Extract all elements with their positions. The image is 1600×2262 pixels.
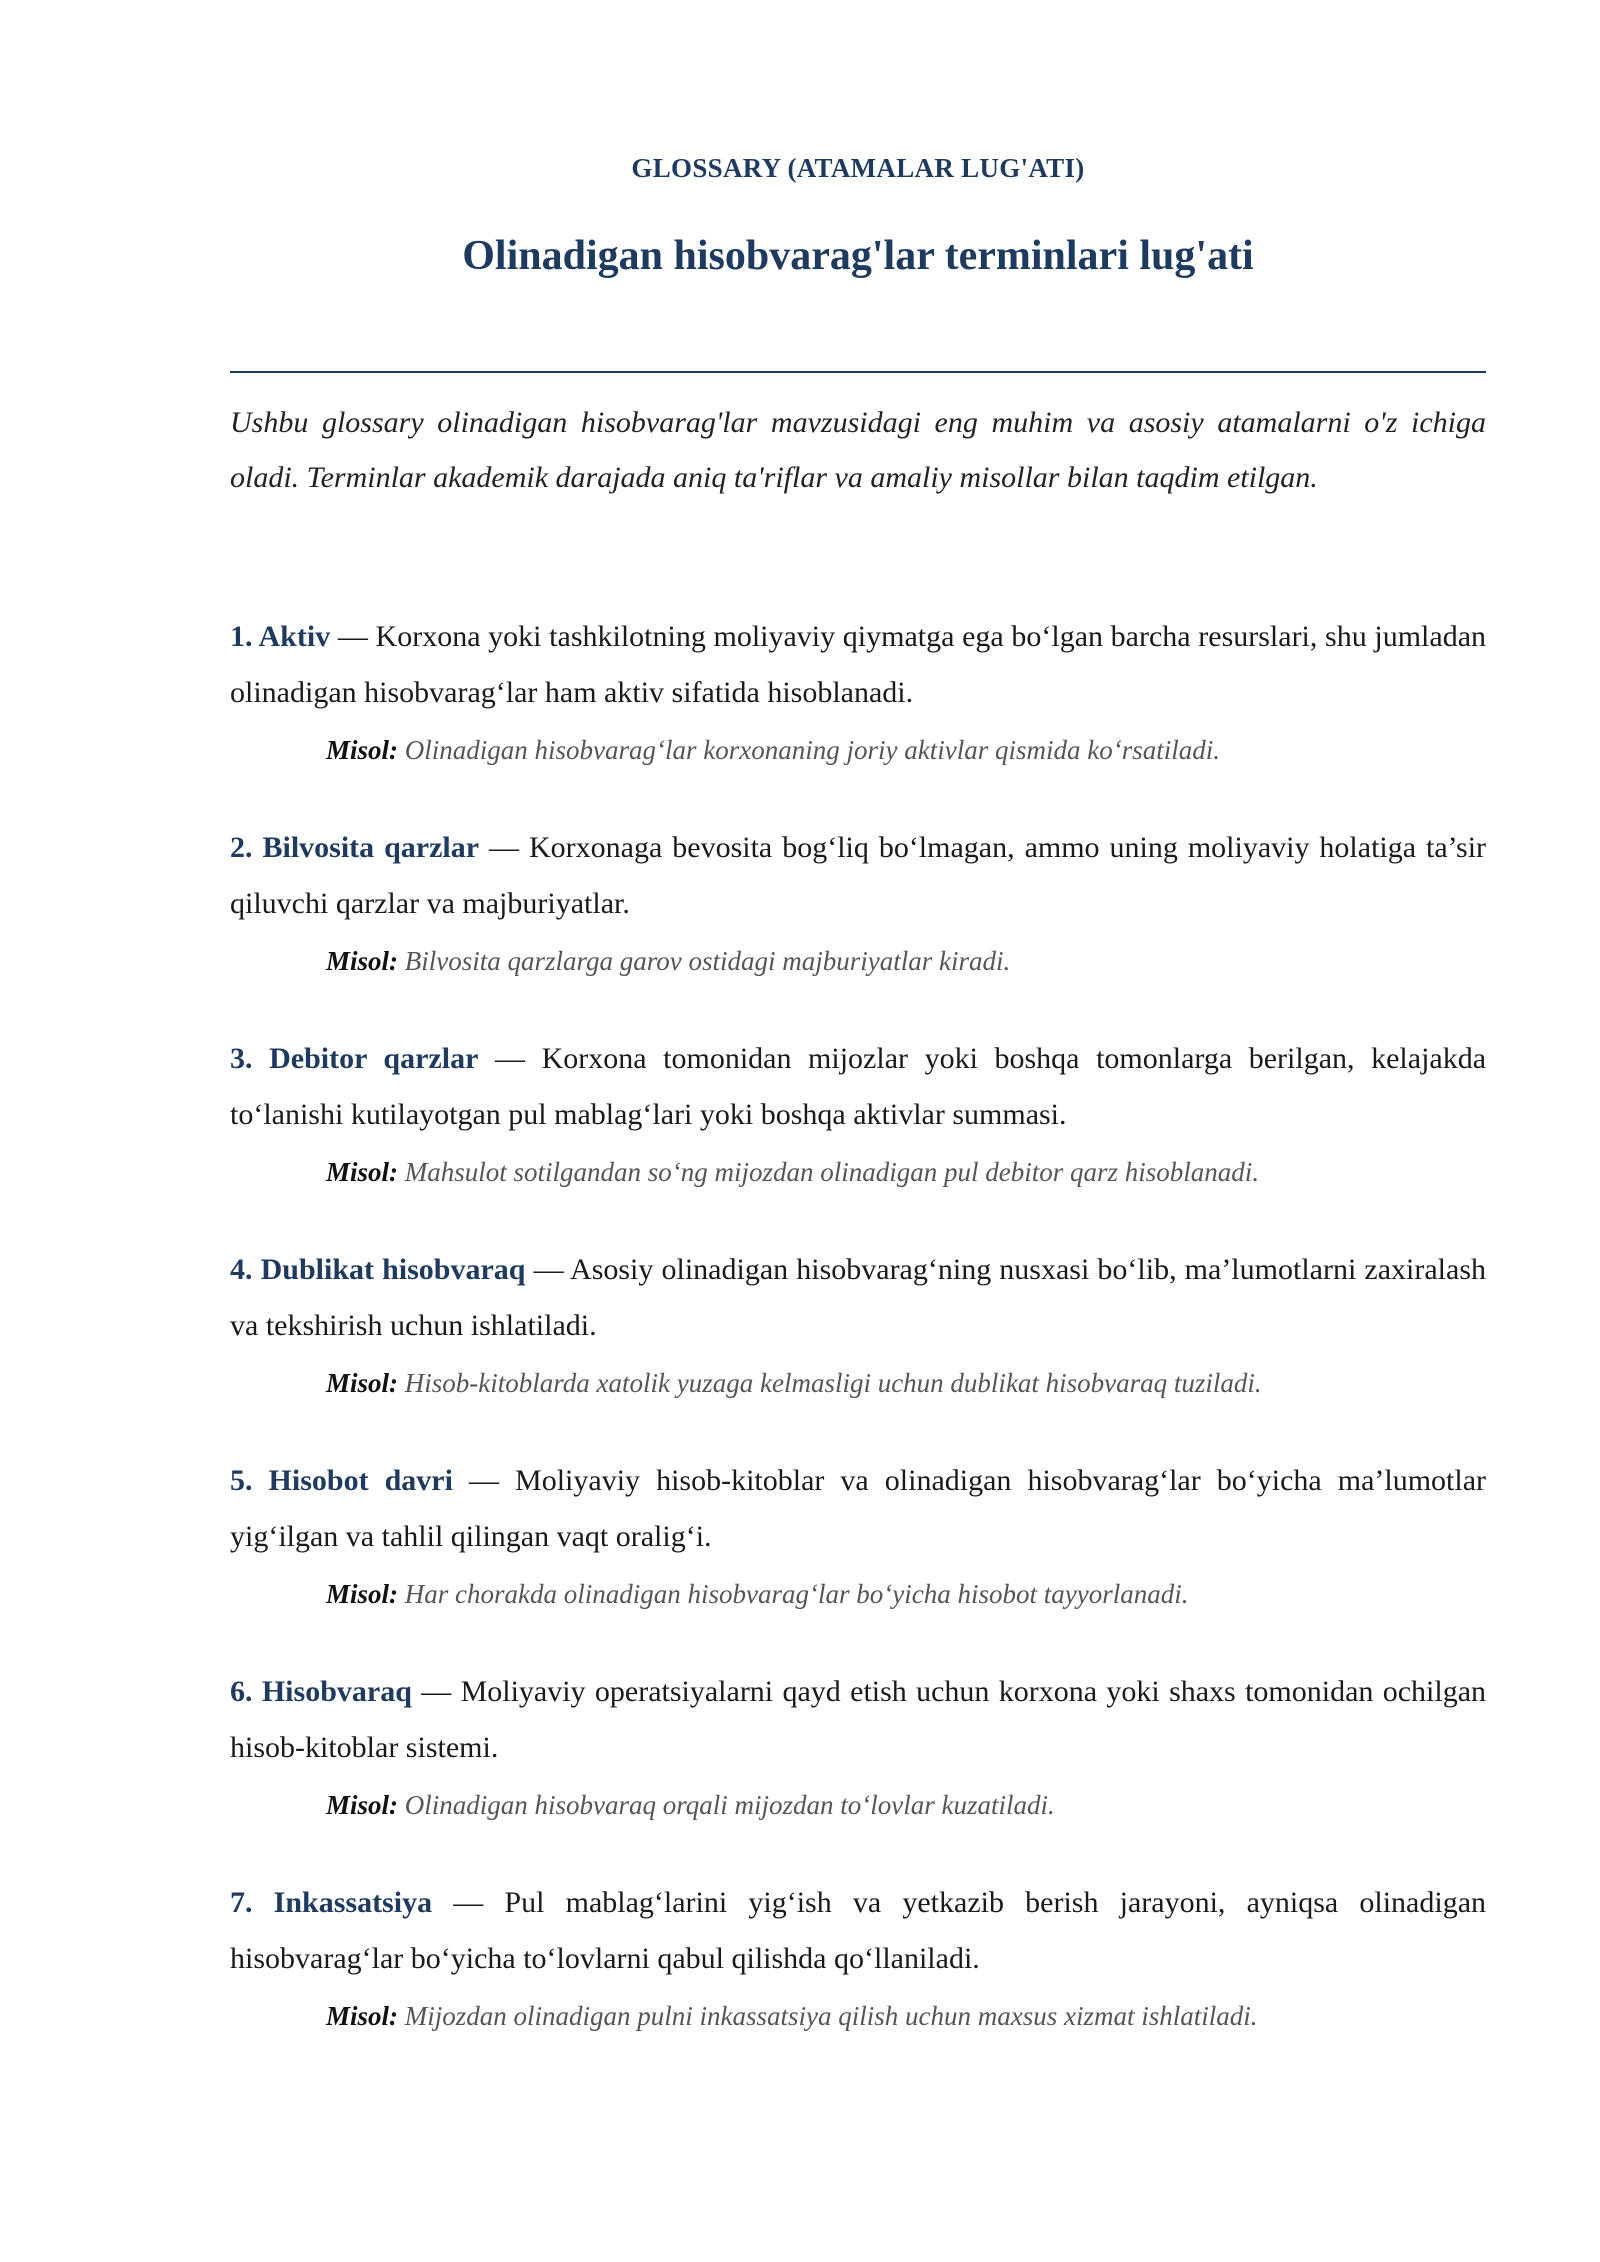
entry-term (230, 620, 330, 653)
entry-definition-text: Korxona yoki tashkilotning moliyaviy qiymatga ega bo‘lgan barcha resurslari, shu jumladan olinadigan hisobvarag‘lar ham aktiv sifatida hisoblanadi. (230, 620, 1487, 709)
entry-dash: — (421, 1675, 452, 1708)
entry-definition (230, 1031, 1486, 1143)
glossary-entry (230, 1875, 1486, 2086)
intro-paragraph: Ushbu glossary olinadigan hisobvarag'lar mavzusidagi eng muhim va asosiy atamalarni o'z ichiga oladi. Terminlar akademik darajada aniq ta'riflar va amaliy misollar bilan taqdim etilgan. (230, 406, 1486, 494)
entry-dash: — (489, 831, 520, 864)
entry-number: 7. (230, 1886, 253, 1919)
page-title: Olinadigan hisobvarag'lar terminlari lug'ati (462, 233, 1254, 279)
entry-definition (230, 1875, 1486, 1987)
entry-term-text: Hisobvaraq (261, 1675, 412, 1708)
glossary-entry (230, 1664, 1486, 1875)
entry-definition-text: Korxonaga bevosita bog‘liq bo‘lmagan, ammo uning moliyaviy holatiga ta’sir qiluvchi qarzlar va majburiyatlar. (230, 831, 1487, 920)
entry-number: 4. (230, 1253, 253, 1286)
entry-dash: — (453, 1886, 484, 1919)
glossary-entry (230, 609, 1486, 820)
example-text: Mijozdan olinadigan pulni inkassatsiya qilish uchun maxsus xizmat ishlatiladi. (404, 2001, 1258, 2031)
example-text: Har chorakda olinadigan hisobvarag‘lar bo‘yicha hisobot tayyorlanadi. (404, 1579, 1189, 1609)
entry-definition (230, 609, 1486, 721)
example-label: Misol: (326, 1368, 399, 1398)
entry-term-text: Aktiv (258, 620, 331, 653)
entry-term-text: Debitor qarzlar (269, 1042, 479, 1075)
entry-example (326, 1152, 1486, 1192)
example-text: Mahsulot sotilgandan so‘ng mijozdan olinadigan pul debitor qarz hisoblanadi. (404, 1157, 1260, 1187)
entry-definition (230, 1664, 1486, 1776)
glossary-entry (230, 1453, 1486, 1664)
entry-definition (230, 820, 1486, 932)
entry-dash: — (533, 1253, 564, 1286)
entry-number: 1. (230, 620, 253, 653)
entry-definition (230, 1242, 1486, 1354)
entry-term (230, 1042, 478, 1075)
example-label: Misol: (326, 1579, 399, 1609)
entry-example (326, 1574, 1486, 1614)
entry-example (326, 1363, 1486, 1403)
example-label: Misol: (326, 735, 399, 765)
entry-definition (230, 1453, 1486, 1565)
entry-definition-text: Moliyaviy operatsiyalarni qayd etish uchun korxona yoki shaxs tomonidan ochilgan hisob-kitoblar sistemi. (230, 1675, 1487, 1764)
example-label: Misol: (326, 2001, 399, 2031)
entry-term-text: Hisobot davri (268, 1464, 453, 1497)
entry-term-text: Bilvosita qarzlar (262, 831, 480, 864)
entry-definition-text: Korxona tomonidan mijozlar yoki boshqa tomonlarga berilgan, kelajakda to‘lanishi kutilayotgan pul mablag‘lari yoki boshqa aktivlar summasi. (230, 1042, 1487, 1131)
entry-example (326, 941, 1486, 981)
entry-example (326, 1785, 1486, 1825)
entry-number: 2. (230, 831, 253, 864)
example-label: Misol: (326, 1157, 399, 1187)
entry-dash: — (469, 1464, 499, 1497)
glossary-entries (230, 609, 1486, 2086)
example-text: Olinadigan hisobvaraq orqali mijozdan to‘lovlar kuzatiladi. (404, 1790, 1055, 1820)
entry-number: 6. (230, 1675, 253, 1708)
entry-term (230, 1253, 525, 1286)
glossary-entry (230, 820, 1486, 1031)
entry-term-text: Dublikat hisobvaraq (260, 1253, 526, 1286)
example-text: Bilvosita qarzlarga garov ostidagi majburiyatlar kiradi. (404, 946, 1011, 976)
entry-number: 3. (230, 1042, 253, 1075)
entry-term (230, 1886, 432, 1919)
entry-term (230, 1464, 453, 1497)
glossary-entry (230, 1031, 1486, 1242)
example-label: Misol: (326, 946, 399, 976)
title-divider (230, 371, 1486, 373)
entry-definition-text: Pul mablag‘larini yig‘ish va yetkazib berish jarayoni, ayniqsa olinadigan hisobvarag‘lar bo‘yicha to‘lovlarni qabul qilishda qo‘llaniladi. (230, 1886, 1487, 1975)
glossary-kicker: GLOSSARY (ATAMALAR LUG'ATI) (631, 153, 1085, 183)
entry-example (326, 1996, 1486, 2036)
entry-example (326, 730, 1486, 770)
entry-dash: — (337, 620, 368, 653)
entry-number: 5. (230, 1464, 253, 1497)
example-label: Misol: (326, 1790, 399, 1820)
example-text: Hisob-kitoblarda xatolik yuzaga kelmasligi uchun dublikat hisobvaraq tuziladi. (404, 1368, 1262, 1398)
entry-term (230, 831, 479, 864)
example-text: Olinadigan hisobvarag‘lar korxonaning joriy aktivlar qismida ko‘rsatiladi. (404, 735, 1220, 765)
entry-term (230, 1675, 412, 1708)
entry-term-text: Inkassatsiya (273, 1886, 433, 1919)
entry-dash: — (495, 1042, 525, 1075)
entry-definition-text: Moliyaviy hisob-kitoblar va olinadigan hisobvarag‘lar bo‘yicha ma’lumotlar yig‘ilgan va tahlil qilingan vaqt oralig‘i. (230, 1464, 1487, 1553)
glossary-entry (230, 1242, 1486, 1453)
entry-definition-text: Asosiy olinadigan hisobvarag‘ning nusxasi bo‘lib, ma’lumotlarni zaxiralash va tekshirish uchun ishlatiladi. (230, 1253, 1486, 1342)
